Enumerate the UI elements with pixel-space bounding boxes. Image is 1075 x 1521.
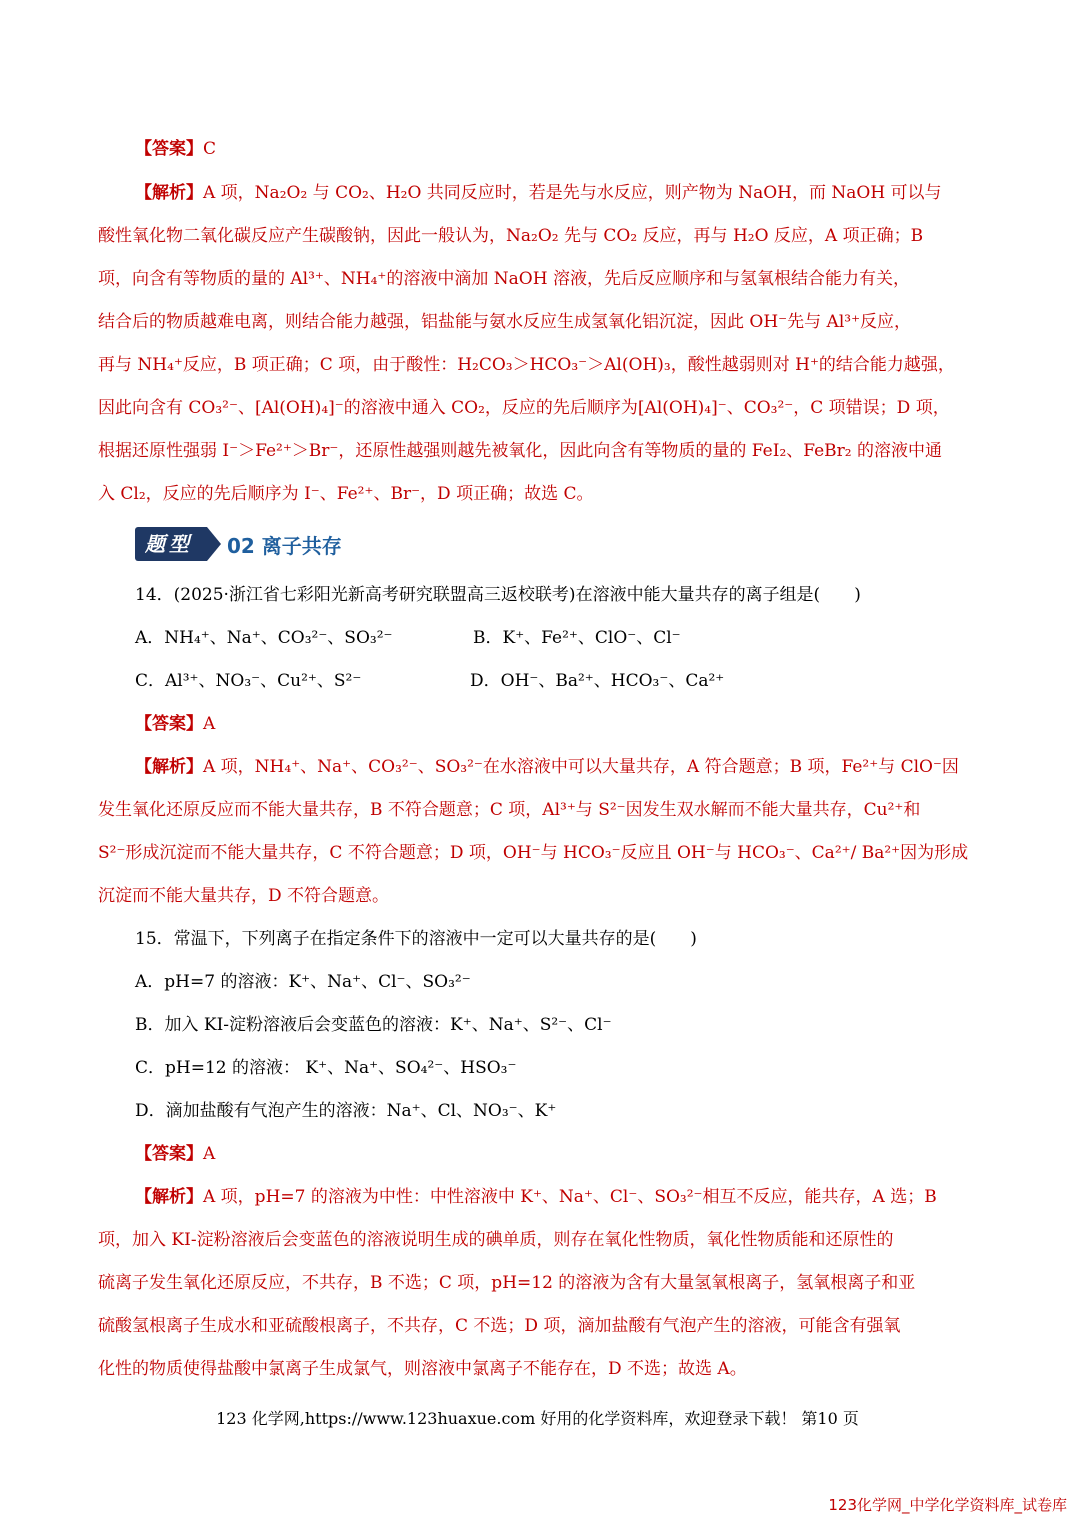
analysis-text: A 项，NH₄⁺、Na⁺、CO₃²⁻、SO₃²⁻在水溶液中可以大量共存，A 符合题意；B 项，Fe²⁺与 ClO⁻因 [203,757,959,777]
analysis-line: 根据还原性强弱 I⁻＞Fe²⁺＞Br⁻，还原性越强则越先被氧化，因此向含有等物质的量的 FeI₂、FeBr₂ 的溶液中通 [98,441,943,461]
section-title: 02 离子共存 [227,533,342,558]
page-footer: 123 化学网,https://www.123huaxue.com 好用的化学资料库，欢迎登录下载！ 第10 页 [216,1409,859,1428]
analysis-line: 硫酸氢根离子生成水和亚硫酸根离子，不共存，C 不选；D 项，滴加盐酸有气泡产生的溶液，可能含有强氧 [98,1316,901,1336]
question-stem: 15．常温下，下列离子在指定条件下的溶液中一定可以大量共存的是( ) [135,929,697,949]
section-banner [135,527,342,561]
option-b: B．K⁺、Fe²⁺、ClO⁻、Cl⁻ [473,628,681,648]
option-c: C．pH=12 的溶液： K⁺、Na⁺、SO₄²⁻、HSO₃⁻ [135,1058,517,1078]
answer-value: A [203,1144,216,1164]
analysis-line: 项，向含有等物质的量的 Al³⁺、NH₄⁺的溶液中滴加 NaOH 溶液，先后反应顺序和与氢氧根结合能力有关， [98,269,910,289]
section-tag: 题型 [135,527,207,561]
option-d: D．OH⁻、Ba²⁺、HCO₃⁻、Ca²⁺ [470,671,725,691]
analysis-label: 【解析】 [135,1187,203,1207]
analysis-line [135,755,985,779]
analysis-line: 硫离子发生氧化还原反应，不共存，B 不选；C 项，pH=12 的溶液为含有大量氢氧根离子，氢氧根离子和亚 [98,1273,916,1293]
answer-label: 【答案】 [135,139,203,159]
question-stem: 14．(2025·浙江省七彩阳光新高考研究联盟高三返校联考)在溶液中能大量共存的离子组是( ) [135,585,861,605]
site-watermark-link[interactable]: 123化学网_中学化学资料库_试卷库 [828,1496,1067,1514]
analysis-line: S²⁻形成沉淀而不能大量共存，C 不符合题意；D 项，OH⁻与 HCO₃⁻反应且 OH⁻与 HCO₃⁻、Ca²⁺/ Ba²⁺因为形成 [98,843,969,863]
answer-line [135,1142,1025,1166]
analysis-line [135,1185,985,1209]
answer-value: A [203,714,216,734]
analysis-label: 【解析】 [135,757,203,777]
analysis-line: 因此向含有 CO₃²⁻、[Al(OH)₄]⁻的溶液中通入 CO₂，反应的先后顺序为[Al(OH)₄]⁻、CO₃²⁻，C 项错误；D 项， [98,398,950,418]
option-d: D．滴加盐酸有气泡产生的溶液：Na⁺、Cl、NO₃⁻、K⁺ [135,1101,557,1121]
answer-label: 【答案】 [135,714,203,734]
option-a: A．pH=7 的溶液：K⁺、Na⁺、Cl⁻、SO₃²⁻ [135,972,471,992]
analysis-line: 酸性氧化物二氧化碳反应产生碳酸钠，因此一般认为，Na₂O₂ 先与 CO₂ 反应，再与 H₂O 反应，A 项正确；B [98,226,924,246]
analysis-line: 项，加入 KI-淀粉溶液后会变蓝色的溶液说明生成的碘单质，则存在氧化性物质，氧化性物质能和还原性的 [98,1230,894,1250]
option-a: A．NH₄⁺、Na⁺、CO₃²⁻、SO₃²⁻ [135,628,393,648]
analysis-label: 【解析】 [135,183,203,203]
analysis-line: 发生氧化还原反应而不能大量共存，B 不符合题意；C 项，Al³⁺与 S²⁻因发生双水解而不能大量共存，Cu²⁺和 [98,800,921,820]
analysis-line: 入 Cl₂，反应的先后顺序为 I⁻、Fe²⁺、Br⁻，D 项正确；故选 C。 [98,484,594,504]
answer-label: 【答案】 [135,1144,203,1164]
option-b: B．加入 KI-淀粉溶液后会变蓝色的溶液：K⁺、Na⁺、S²⁻、Cl⁻ [135,1015,612,1035]
analysis-line: 再与 NH₄⁺反应，B 项正确；C 项，由于酸性：H₂CO₃＞HCO₃⁻＞Al(OH)₃，酸性越弱则对 H⁺的结合能力越强， [98,355,955,375]
analysis-line: 沉淀而不能大量共存，D 不符合题意。 [98,886,390,906]
analysis-text: A 项，pH=7 的溶液为中性：中性溶液中 K⁺、Na⁺、Cl⁻、SO₃²⁻相互不反应，能共存，A 选；B [203,1187,937,1207]
answer-line [135,712,1025,736]
analysis-line: 化性的物质使得盐酸中氯离子生成氯气，则溶液中氯离子不能存在，D 不选；故选 A。 [98,1359,747,1379]
answer-line [135,137,1025,161]
analysis-line [135,181,985,205]
option-c: C．Al³⁺、NO₃⁻、Cu²⁺、S²⁻ [135,671,362,691]
answer-value: C [203,139,217,159]
analysis-text: A 项，Na₂O₂ 与 CO₂、H₂O 共同反应时，若是先与水反应，则产物为 NaOH，而 NaOH 可以与 [203,183,942,203]
analysis-line: 结合后的物质越难电离，则结合能力越强，铝盐能与氨水反应生成氢氧化铝沉淀，因此 OH⁻先与 Al³⁺反应， [98,312,912,332]
